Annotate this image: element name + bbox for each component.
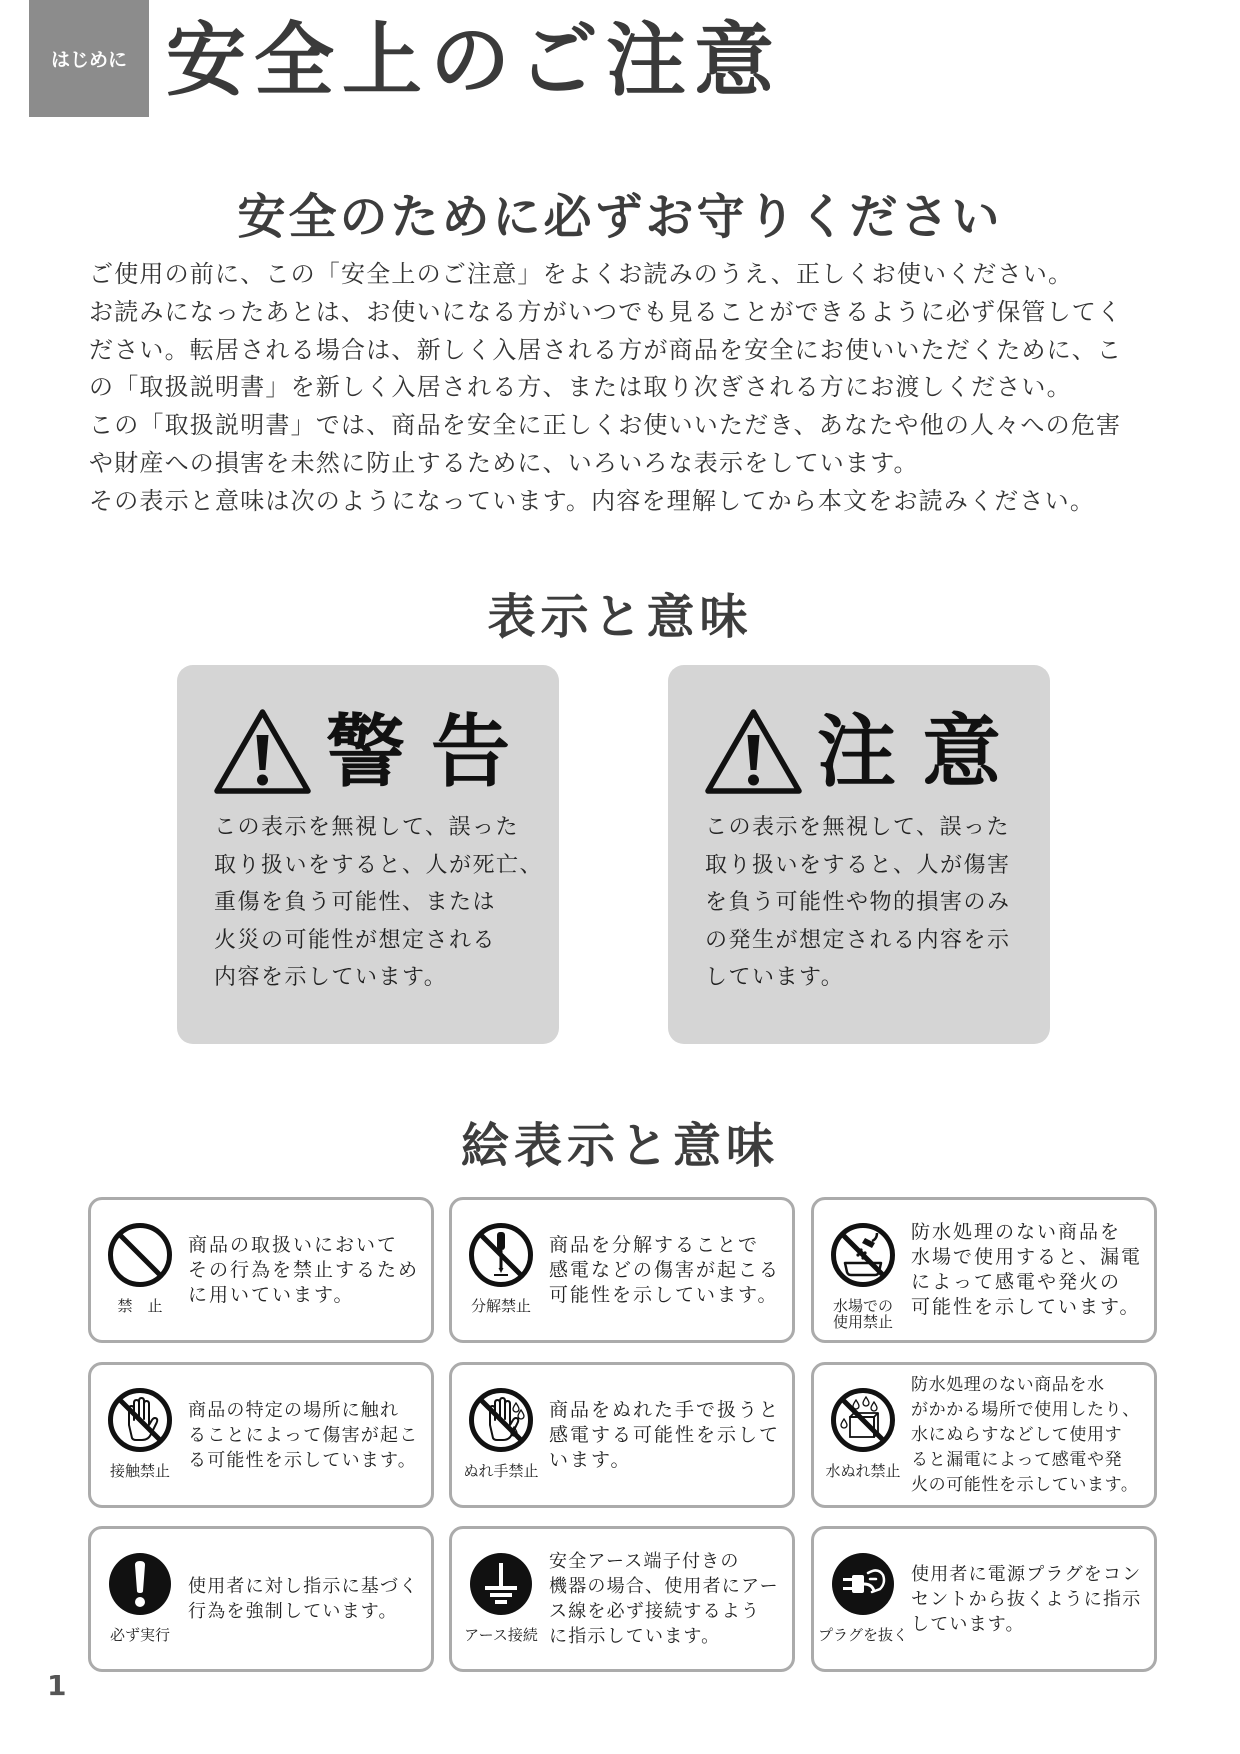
pictogram-label <box>452 1463 550 1479</box>
description-line: 火の可能性を示しています。 <box>911 1474 1139 1495</box>
pictogram-description <box>188 1529 427 1669</box>
description-line: がかかる場所で使用したり、 <box>911 1399 1140 1420</box>
intro-line: の「取扱説明書」を新しく入居される方、または取り次ぎされる方にお渡しください。 <box>89 373 1072 402</box>
intro-line: ご使用の前に、この「安全上のご注意」をよくお読みのうえ、正しくお使いください。 <box>89 260 1074 288</box>
description-line: 火災の可能性が想定される <box>214 927 497 953</box>
description-line: を負う可能性や物的損害のみ <box>705 890 1011 915</box>
intro-line: や財産への損害を未然に防止するために、いろいろな表示をしています。 <box>89 448 919 477</box>
pictogram-label <box>814 1463 912 1479</box>
description-line: 防水処理のない商品を <box>911 1221 1122 1243</box>
pictogram-card-no-disassembly <box>449 1197 795 1343</box>
pictogram-label-line: 必ず実行 <box>109 1626 170 1644</box>
pictograms-heading: 絵表示と意味 <box>460 1118 779 1174</box>
description-line: セントから抜くように指示 <box>911 1588 1142 1610</box>
warning-card <box>177 665 559 1044</box>
caution-description <box>705 809 1011 997</box>
unplug-icon <box>830 1551 896 1617</box>
pictogram-card-no-wet-hands <box>449 1362 795 1508</box>
no-use-in-wet-area-icon <box>830 1222 896 1288</box>
pictogram-card-mandatory-action <box>88 1526 434 1672</box>
description-line: しています。 <box>911 1613 1025 1635</box>
pictogram-description <box>549 1200 788 1340</box>
description-line: 可能性を示しています。 <box>549 1283 779 1306</box>
description-line: に用いています。 <box>188 1283 355 1306</box>
description-line: この表示を無視して、誤った <box>214 815 520 840</box>
no-water-splash-icon <box>830 1387 896 1453</box>
pictogram-label <box>814 1627 912 1643</box>
caution-card <box>668 665 1050 1044</box>
description-line: 行為を強制しています。 <box>188 1601 398 1622</box>
description-line: 水場で使用すると、漏電 <box>911 1246 1143 1268</box>
description-line: 商品の取扱いにおいて <box>188 1233 399 1256</box>
prohibition-icon <box>107 1222 173 1288</box>
caution-triangle-icon <box>702 706 805 798</box>
pictogram-label-line: 水場での <box>832 1297 893 1315</box>
pictogram-description <box>188 1200 427 1340</box>
description-line: 感電する可能性を示して <box>549 1423 781 1446</box>
description-line: この表示を無視して、誤った <box>705 815 1011 840</box>
warning-title: 警告 <box>326 706 536 798</box>
section-tab: はじめに <box>29 0 149 117</box>
description-line: ると漏電によって感電や発 <box>911 1449 1123 1470</box>
safety-heading: 安全のために必ずお守りください <box>237 189 1003 245</box>
description-line: 安全アース端子付きの <box>549 1551 740 1572</box>
intro-line: ださい。転居される場合は、新しく入居される方が商品を安全にお使いいただくために、こ <box>89 335 1123 364</box>
pictogram-label <box>91 1627 189 1643</box>
description-line: その行為を禁止するため <box>188 1258 420 1281</box>
description-line: の発生が想定される内容を示 <box>705 927 1011 953</box>
pictogram-label-line: 分解禁止 <box>470 1297 531 1315</box>
pictogram-label <box>814 1298 912 1330</box>
intro-line: お読みになったあとは、お使いになる方がいつでも見ることができるように必ず保管してく <box>89 297 1123 326</box>
pictogram-label-line: プラグを抜く <box>817 1626 908 1644</box>
pictogram-description <box>549 1365 788 1505</box>
pictogram-description <box>911 1529 1150 1669</box>
description-line: 可能性を示しています。 <box>911 1296 1141 1318</box>
description-line: に指示しています。 <box>549 1626 721 1647</box>
description-line: 商品の特定の場所に触れ <box>188 1399 400 1421</box>
pictogram-description <box>549 1529 788 1669</box>
pictogram-label <box>91 1463 189 1479</box>
pictogram-card-ground-connection <box>449 1526 795 1672</box>
description-line: ス線を必ず接続するよう <box>549 1601 761 1622</box>
description-line: 取り扱いをすると、人が死亡、 <box>214 852 544 878</box>
pictogram-card-prohibition <box>88 1197 434 1343</box>
pictogram-card-no-use-in-wet-area <box>811 1197 1157 1343</box>
pictogram-card-unplug <box>811 1526 1157 1672</box>
description-line: 重傷を負う可能性、または <box>214 890 497 915</box>
no-disassembly-icon <box>468 1222 534 1288</box>
no-wet-hands-icon <box>468 1387 534 1453</box>
pictogram-label <box>91 1298 189 1314</box>
intro-line: この「取扱説明書」では、商品を安全に正しくお使いいただき、あなたや他の人々への危害 <box>89 411 1122 440</box>
description-line: る可能性を示しています。 <box>188 1449 417 1471</box>
page-number: 1 <box>47 1669 67 1702</box>
pictogram-label-line: 接触禁止 <box>109 1462 170 1480</box>
description-line: 機器の場合、使用者にアー <box>549 1576 779 1597</box>
pictogram-description <box>911 1365 1150 1505</box>
warning-description <box>214 809 543 997</box>
description-line: 内容を示しています。 <box>214 965 448 990</box>
mandatory-action-icon <box>107 1551 173 1617</box>
pictogram-description <box>911 1200 1150 1340</box>
description-line: 使用者に電源プラグをコン <box>911 1563 1142 1585</box>
description-line: 商品をぬれた手で扱うと <box>549 1398 781 1421</box>
pictogram-label-line: 水ぬれ禁止 <box>825 1462 901 1480</box>
pictogram-description <box>188 1365 427 1505</box>
pictogram-label <box>452 1298 550 1314</box>
pictogram-label <box>452 1627 550 1643</box>
pictogram-label-line: 禁 止 <box>117 1297 163 1315</box>
description-line: しています。 <box>705 965 845 990</box>
description-line: 防水処理のない商品を水 <box>911 1374 1105 1395</box>
caution-title: 注意 <box>817 706 1027 798</box>
description-line: 水にぬらすなどして使用す <box>911 1424 1123 1445</box>
description-line: ることによって傷害が起こ <box>188 1424 419 1446</box>
warning-triangle-icon <box>211 706 314 798</box>
pictogram-label-line: ぬれ手禁止 <box>463 1462 539 1480</box>
intro-paragraph <box>89 256 1122 521</box>
description-line: 使用者に対し指示に基づく <box>188 1576 419 1597</box>
no-touch-icon <box>107 1387 173 1453</box>
ground-connection-icon <box>468 1551 534 1617</box>
signal-words-heading: 表示と意味 <box>487 589 753 645</box>
description-line: によって感電や発火の <box>911 1271 1122 1293</box>
intro-line: その表示と意味は次のようになっています。内容を理解してから本文をお読みください。 <box>89 486 1096 515</box>
description-line: 取り扱いをすると、人が傷害 <box>705 852 1011 878</box>
page-title: 安全上のご注意 <box>166 14 782 107</box>
pictogram-card-no-water-splash <box>811 1362 1157 1508</box>
pictogram-label-line: 使用禁止 <box>832 1313 893 1331</box>
description-line: 商品を分解することで <box>549 1233 760 1256</box>
pictogram-label-line: アース接続 <box>464 1626 538 1644</box>
description-line: 感電などの傷害が起こる <box>549 1258 781 1281</box>
pictogram-card-no-touch <box>88 1362 434 1508</box>
description-line: います。 <box>549 1448 632 1471</box>
